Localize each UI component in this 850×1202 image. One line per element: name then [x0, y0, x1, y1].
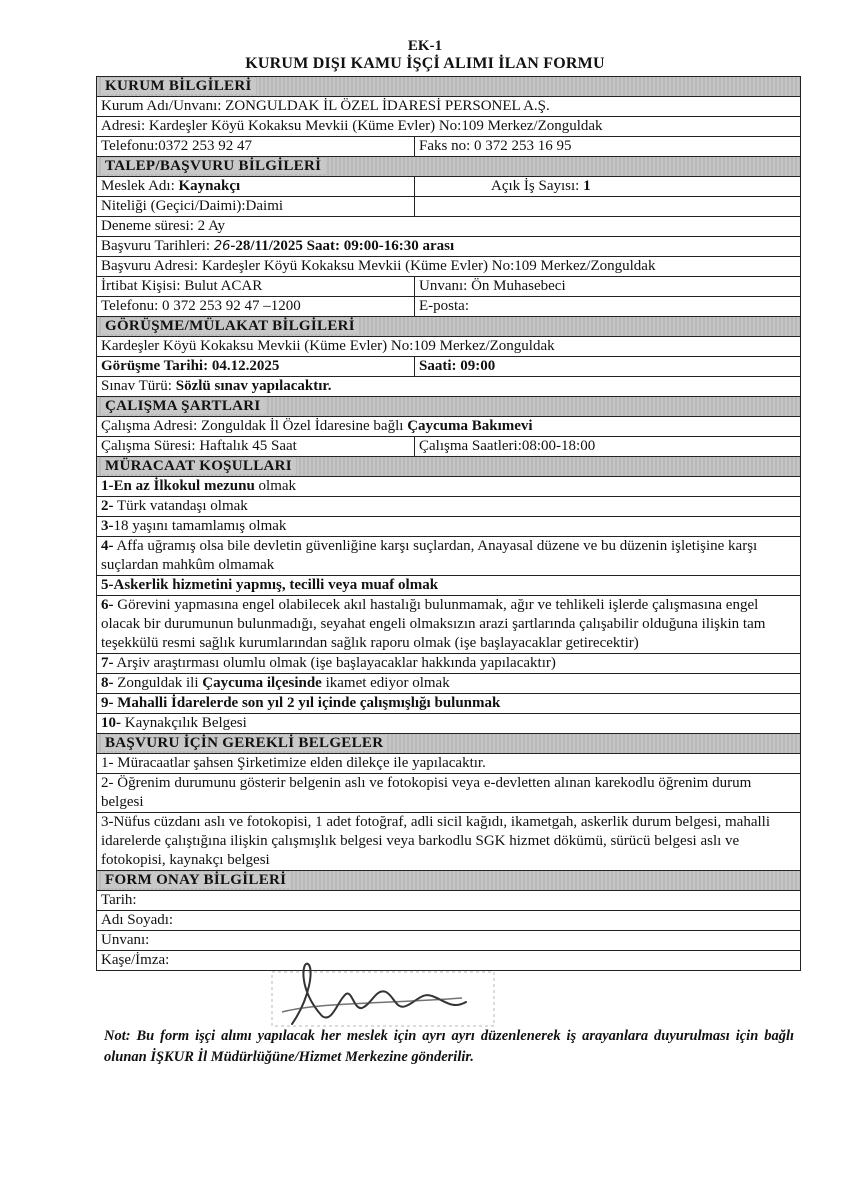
irtibat-telefon: Telefonu: 0 372 253 92 47 –1200	[97, 297, 415, 317]
form-title: KURUM DIŞI KAMU İŞÇİ ALIMI İLAN FORMU	[245, 55, 605, 72]
section-belgeler: BAŞVURU İÇİN GEREKLİ BELGELER	[97, 734, 801, 754]
meslek-adi: Meslek Adı: Kaynakçı	[97, 177, 415, 197]
section-kurum: KURUM BİLGİLERİ	[97, 77, 801, 97]
kurum-address-row: Adresi: Kardeşler Köyü Kokaksu Mevkii (Küme Evler) No:109 Merkez/Zonguldak	[97, 117, 801, 137]
form-table	[96, 76, 801, 971]
irtibat-unvan: Unvanı: Ön Muhasebeci	[415, 277, 801, 297]
kosul-8: 8- Zonguldak ili Çaycuma ilçesinde ikamet ediyor olmak	[97, 674, 801, 694]
form-header	[0, 38, 850, 73]
niteligi-empty	[415, 197, 801, 217]
section-talep: TALEP/BAŞVURU BİLGİLERİ	[97, 157, 801, 177]
kosul-10: 10- Kaynakçılık Belgesi	[97, 714, 801, 734]
kurum-name-row: Kurum Adı/Unvanı: ZONGULDAK İL ÖZEL İDARESİ PERSONEL A.Ş.	[97, 97, 801, 117]
gorusme-saati: Saati: 09:00	[415, 357, 801, 377]
kosul-5: 5-Askerlik hizmetini yapmış, tecilli veya muaf olmak	[97, 576, 801, 596]
kurum-name: ZONGULDAK İL ÖZEL İDARESİ PERSONEL A.Ş.	[225, 98, 550, 114]
kosul-9: 9- Mahalli İdarelerde son yıl 2 yıl içinde çalışmışlığı bulunmak	[97, 694, 801, 714]
kurum-fax: Faks no: 0 372 253 16 95	[415, 137, 801, 157]
onay-tarih: Tarih:	[97, 891, 801, 911]
acik-is-sayisi: Açık İş Sayısı: 1	[415, 177, 801, 197]
basvuru-adresi: Başvuru Adresi: Kardeşler Köyü Kokaksu Mevkii (Küme Evler) No:109 Merkez/Zonguldak	[97, 257, 801, 277]
form-note	[104, 1026, 794, 1068]
kosul-3: 3-18 yaşını tamamlamış olmak	[97, 517, 801, 537]
section-onay: FORM ONAY BİLGİLERİ	[97, 871, 801, 891]
calisma-adresi: Çalışma Adresi: Zonguldak İl Özel İdaresine bağlı Çaycuma Bakımevi	[97, 417, 801, 437]
niteligi: Niteliği (Geçici/Daimi):Daimi	[97, 197, 415, 217]
onay-kase-imza: Kaşe/İmza:	[97, 951, 801, 971]
basvuru-tarihleri: Başvuru Tarihleri: 26-28/11/2025 Saat: 09:00-16:30 arası	[97, 237, 801, 257]
gorusme-adresi: Kardeşler Köyü Kokaksu Mevkii (Küme Evler) No:109 Merkez/Zonguldak	[97, 337, 801, 357]
kosul-6: 6- Görevini yapmasına engel olabilecek akıl hastalığı bulunmamak, ağır ve tehlikeli işlerde çalışmasına engel olacak bir durumunun bulunmadığı, seyahat engeli olmaksızın arazi şartlarında çalışabilir olduğuna ilişkin tam teşekkülü resmi sağlık kurumlarından sağlık raporu olmak (işe başlayacaklar getirecektir)	[97, 596, 801, 654]
kosul-7: 7- Arşiv araştırması olumlu olmak (işe başlayacaklar hakkında yapılacaktır)	[97, 654, 801, 674]
deneme-suresi: Deneme süresi: 2 Ay	[97, 217, 801, 237]
calisma-suresi: Çalışma Süresi: Haftalık 45 Saat	[97, 437, 415, 457]
irtibat-eposta: E-posta:	[415, 297, 801, 317]
irtibat-kisisi: İrtibat Kişisi: Bulut ACAR	[97, 277, 415, 297]
belge-2: 2- Öğrenim durumunu gösterir belgenin aslı ve fotokopisi veya e-devletten alınan karekodlu öğrenim durum belgesi	[97, 774, 801, 813]
note-label: Not:	[104, 1028, 131, 1044]
gorusme-tarihi: Görüşme Tarihi: 04.12.2025	[97, 357, 415, 377]
section-calisma: ÇALIŞMA ŞARTLARI	[97, 397, 801, 417]
signature-stamp	[262, 958, 502, 1036]
kurum-address: Kardeşler Köyü Kokaksu Mevkii (Küme Evler) No:109 Merkez/Zonguldak	[148, 118, 603, 134]
section-muracaat: MÜRACAAT KOŞULLARI	[97, 457, 801, 477]
onay-adi-soyadi: Adı Soyadı:	[97, 911, 801, 931]
calisma-saatleri: Çalışma Saatleri:08:00-18:00	[415, 437, 801, 457]
handwritten-date: 26	[213, 239, 231, 254]
annex-label: EK-1	[407, 38, 443, 54]
kurum-phone: Telefonu:0372 253 92 47	[97, 137, 415, 157]
note-text: Bu form işçi alımı yapılacak her meslek için ayrı ayrı düzenlenerek iş arayanlara duyurulması için bağlı olunan İŞKUR İl Müdürlüğüne/Hizmet Merkezine gönderilir.	[104, 1028, 794, 1065]
kosul-2: 2- Türk vatandaşı olmak	[97, 497, 801, 517]
belge-1: 1- Müracaatlar şahsen Şirketimize elden dilekçe ile yapılacaktır.	[97, 754, 801, 774]
sinav-turu: Sınav Türü: Sözlü sınav yapılacaktır.	[97, 377, 801, 397]
kosul-1: 1-En az İlkokul mezunu olmak	[97, 477, 801, 497]
belge-3: 3-Nüfus cüzdanı aslı ve fotokopisi, 1 adet fotoğraf, adli sicil kağıdı, ikametgah, askerlik durum belgesi, mahalli idarelerde çalıştığına ilişkin çalışmışlık belgesi veya barkodlu SGK hizmet dökümü, sürücü belgesi aslı ve fotokopisi, kaynakçı belgesi	[97, 813, 801, 871]
section-gorusme: GÖRÜŞME/MÜLAKAT BİLGİLERİ	[97, 317, 801, 337]
kosul-4: 4- Affa uğramış olsa bile devletin güvenliğine karşı suçlardan, Anayasal düzene ve bu düzenin işletişine karşı suçlardan mahkûm olmamak	[97, 537, 801, 576]
onay-unvan: Unvanı:	[97, 931, 801, 951]
